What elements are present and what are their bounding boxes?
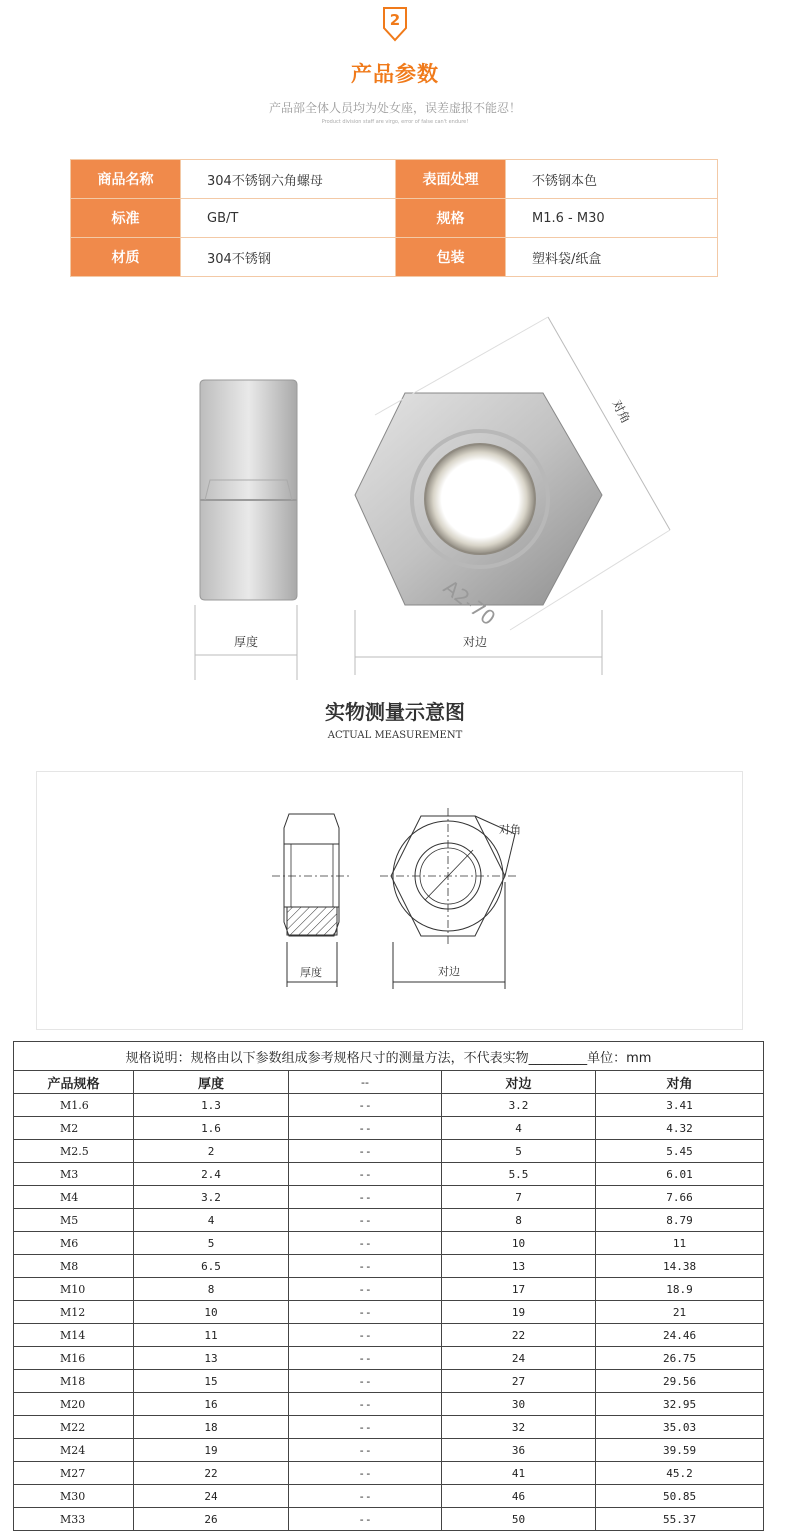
cell-thickness: 22 [134,1462,289,1485]
cell-corners: 5.45 [596,1140,764,1163]
cell-corners: 29.56 [596,1370,764,1393]
header-corners: 对角 [596,1071,764,1094]
cell-blank: -- [289,1370,442,1393]
cell-corners: 6.01 [596,1163,764,1186]
cell-corners: 39.59 [596,1439,764,1462]
cell-flats: 27 [442,1370,596,1393]
spec-header-row [14,1071,764,1094]
section-number-badge [381,6,409,42]
cell-blank: -- [289,1094,442,1117]
cell-size: M20 [14,1393,134,1416]
cell-blank: -- [289,1324,442,1347]
header-flats: 对边 [442,1071,596,1094]
cell-corners: 7.66 [596,1186,764,1209]
cell-corners: 35.03 [596,1416,764,1439]
cell-blank: -- [289,1117,442,1140]
cell-flats: 17 [442,1278,596,1301]
measurement-diagram [36,771,743,1030]
param-key: 商品名称 [71,160,181,199]
label-thickness-drawing: 厚度 [300,966,322,979]
spec-row [14,1393,764,1416]
cell-thickness: 24 [134,1485,289,1508]
cell-corners: 18.9 [596,1278,764,1301]
spec-row [14,1370,764,1393]
cell-corners: 55.37 [596,1508,764,1531]
section-number: 2 [389,11,401,29]
cell-size: M1.6 [14,1094,134,1117]
label-flats-drawing: 对边 [438,965,460,978]
cell-blank: -- [289,1163,442,1186]
cell-size: M4 [14,1186,134,1209]
cell-flats: 8 [442,1209,596,1232]
cell-flats: 7 [442,1186,596,1209]
cell-thickness: 5 [134,1232,289,1255]
param-key: 标准 [71,199,181,238]
spec-row [14,1301,764,1324]
cell-flats: 5 [442,1140,596,1163]
cell-corners: 14.38 [596,1255,764,1278]
cell-thickness: 26 [134,1508,289,1531]
cell-corners: 3.41 [596,1094,764,1117]
cell-flats: 13 [442,1255,596,1278]
cell-corners: 4.32 [596,1117,764,1140]
label-corners-drawing: 对角 [499,823,521,836]
cell-blank: -- [289,1186,442,1209]
cell-thickness: 15 [134,1370,289,1393]
cell-blank: -- [289,1140,442,1163]
cell-thickness: 8 [134,1278,289,1301]
cell-blank: -- [289,1255,442,1278]
cell-size: M2 [14,1117,134,1140]
spec-row [14,1163,764,1186]
spec-row [14,1094,764,1117]
cell-blank: -- [289,1462,442,1485]
cell-blank: -- [289,1347,442,1370]
cell-size: M18 [14,1370,134,1393]
param-value: M1.6 - M30 [506,199,718,238]
cell-thickness: 1.6 [134,1117,289,1140]
cell-size: M14 [14,1324,134,1347]
spec-row [14,1278,764,1301]
cell-blank: -- [289,1416,442,1439]
cell-blank: -- [289,1439,442,1462]
header-thickness: 厚度 [134,1071,289,1094]
measurement-subtitle: ACTUAL MEASUREMENT [327,730,463,741]
param-key: 包装 [396,238,506,277]
product-params-table [70,159,718,277]
spec-row [14,1416,764,1439]
spec-caption-row [14,1042,764,1071]
cell-thickness: 16 [134,1393,289,1416]
label-thickness-photo: 厚度 [233,635,259,649]
spec-table [13,1041,764,1531]
cell-thickness: 3.2 [134,1186,289,1209]
param-value: 304不锈钢 [181,238,396,277]
cell-size: M33 [14,1508,134,1531]
spec-row [14,1209,764,1232]
cell-flats: 24 [442,1347,596,1370]
cell-corners: 11 [596,1232,764,1255]
spec-caption: 规格说明：规格由以下参数组成参考规格尺寸的测量方法，不代表实物_________单位：mm [14,1042,764,1071]
param-value: 不锈钢本色 [506,160,718,199]
cell-thickness: 18 [134,1416,289,1439]
cell-size: M24 [14,1439,134,1462]
section-subtitle-en: Product division staff are virgo, error of false can't endure! [321,119,469,125]
cell-flats: 19 [442,1301,596,1324]
param-key: 材质 [71,238,181,277]
cell-corners: 21 [596,1301,764,1324]
spec-row [14,1255,764,1278]
spec-table-body [14,1094,764,1531]
cell-corners: 24.46 [596,1324,764,1347]
cell-blank: -- [289,1209,442,1232]
cell-flats: 3.2 [442,1094,596,1117]
header-blank: -- [289,1071,442,1094]
spec-row [14,1347,764,1370]
cell-size: M3 [14,1163,134,1186]
cell-size: M10 [14,1278,134,1301]
spec-row [14,1232,764,1255]
cell-size: M22 [14,1416,134,1439]
cell-size: M27 [14,1462,134,1485]
cell-thickness: 10 [134,1301,289,1324]
cell-thickness: 4 [134,1209,289,1232]
header-size: 产品规格 [14,1071,134,1094]
cell-thickness: 19 [134,1439,289,1462]
spec-row [14,1186,764,1209]
param-key: 规格 [396,199,506,238]
nut-marking: A2-70 [438,575,501,631]
cell-size: M12 [14,1301,134,1324]
cell-blank: -- [289,1232,442,1255]
cell-flats: 22 [442,1324,596,1347]
label-corners-photo: 对角 [609,397,633,426]
hex-nut-photo [150,285,690,690]
cell-thickness: 13 [134,1347,289,1370]
cell-blank: -- [289,1301,442,1324]
cell-flats: 5.5 [442,1163,596,1186]
params-row [71,199,718,238]
spec-row [14,1485,764,1508]
cell-blank: -- [289,1393,442,1416]
cell-flats: 36 [442,1439,596,1462]
cell-size: M16 [14,1347,134,1370]
spec-row [14,1508,764,1531]
cell-thickness: 2 [134,1140,289,1163]
cell-flats: 50 [442,1508,596,1531]
nut-technical-drawing [37,772,742,1029]
drawing-side-view [272,814,351,987]
cell-corners: 50.85 [596,1485,764,1508]
cell-flats: 30 [442,1393,596,1416]
cell-size: M30 [14,1485,134,1508]
cell-thickness: 11 [134,1324,289,1347]
nut-front-view [355,393,602,630]
cell-blank: -- [289,1508,442,1531]
section-title: 产品参数 [351,62,439,86]
cell-thickness: 6.5 [134,1255,289,1278]
cell-flats: 4 [442,1117,596,1140]
param-value: 304不锈钢六角螺母 [181,160,396,199]
nut-side-view [200,380,297,600]
spec-row [14,1140,764,1163]
param-value: 塑料袋/纸盒 [506,238,718,277]
cell-size: M8 [14,1255,134,1278]
section-subtitle: 产品部全体人员均为处女座，误差虚报不能忍！ [268,101,521,115]
label-flats-photo: 对边 [462,635,488,649]
cell-corners: 26.75 [596,1347,764,1370]
spec-row [14,1462,764,1485]
cell-corners: 32.95 [596,1393,764,1416]
cell-blank: -- [289,1278,442,1301]
spec-row [14,1324,764,1347]
measurement-title: 实物测量示意图 [325,700,465,724]
cell-thickness: 1.3 [134,1094,289,1117]
spec-row [14,1439,764,1462]
spec-row [14,1117,764,1140]
cell-flats: 32 [442,1416,596,1439]
cell-blank: -- [289,1485,442,1508]
cell-flats: 41 [442,1462,596,1485]
params-row [71,160,718,199]
cell-flats: 10 [442,1232,596,1255]
cell-size: M5 [14,1209,134,1232]
cell-thickness: 2.4 [134,1163,289,1186]
cell-size: M2.5 [14,1140,134,1163]
param-key: 表面处理 [396,160,506,199]
cell-corners: 8.79 [596,1209,764,1232]
drawing-front-view [380,808,517,989]
cell-flats: 46 [442,1485,596,1508]
cell-corners: 45.2 [596,1462,764,1485]
params-row [71,238,718,277]
cell-size: M6 [14,1232,134,1255]
param-value: GB/T [181,199,396,238]
